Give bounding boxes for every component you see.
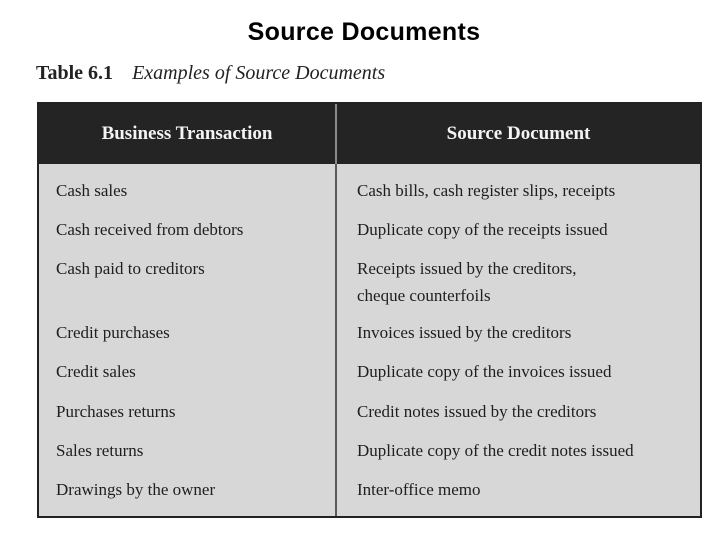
table-caption: [36, 62, 385, 85]
row-1-transaction: Cash sales: [56, 181, 128, 200]
header-source-document: Source Document: [446, 123, 591, 144]
table-number: Table 6.1: [36, 62, 114, 84]
row-3-transaction: Cash paid to creditors: [56, 259, 205, 278]
row-3-document-line-1: Receipts issued by the creditors,: [357, 259, 577, 278]
row-8-transaction: Drawings by the owner: [56, 480, 216, 499]
row-2-transaction: Cash received from debtors: [56, 220, 244, 239]
row-2-document: Duplicate copy of the receipts issued: [357, 220, 608, 239]
row-5-document: Duplicate copy of the invoices issued: [357, 362, 612, 381]
row-1-document: Cash bills, cash register slips, receipts: [357, 181, 616, 200]
row-6-transaction: Purchases returns: [56, 402, 176, 421]
row-3-document-line-2: cheque counterfoils: [357, 286, 491, 305]
row-5-transaction: Credit sales: [56, 362, 136, 381]
source-documents-table: [37, 102, 702, 518]
row-7-document: Duplicate copy of the credit notes issued: [357, 441, 634, 460]
slide-title: Source Documents: [247, 18, 481, 46]
row-6-document: Credit notes issued by the creditors: [357, 402, 597, 421]
header-column-divider: [335, 104, 337, 164]
table-caption-text: Examples of Source Documents: [132, 62, 386, 84]
row-4-transaction: Credit purchases: [56, 323, 170, 342]
header-business-transaction: Business Transaction: [101, 123, 273, 144]
table-header-row: [39, 104, 700, 164]
row-7-transaction: Sales returns: [56, 441, 144, 460]
row-8-document: Inter-office memo: [357, 480, 481, 499]
row-4-document: Invoices issued by the creditors: [357, 323, 572, 342]
column-divider: [335, 104, 337, 516]
